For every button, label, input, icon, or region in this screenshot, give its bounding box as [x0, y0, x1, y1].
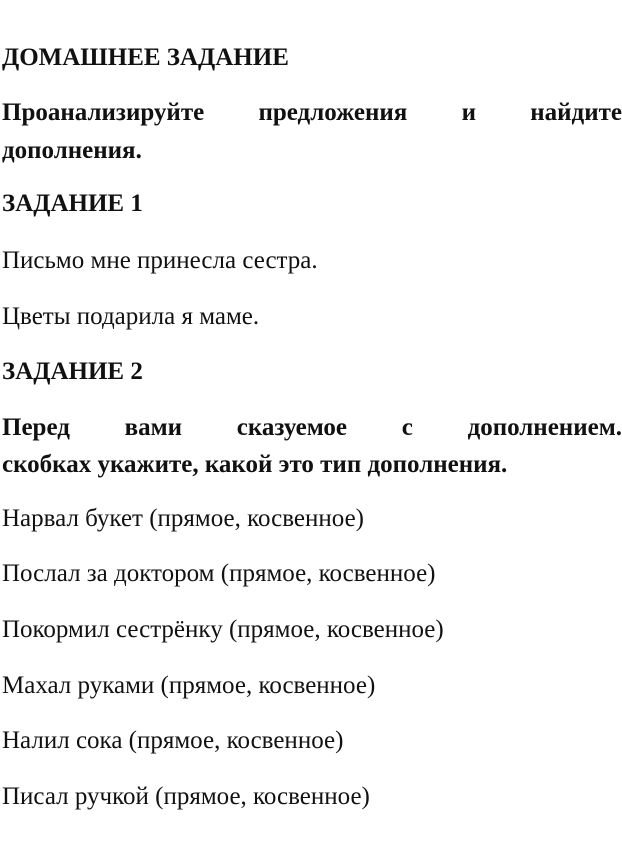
- intro-word: найдите: [530, 99, 622, 126]
- instruction-word: Перед: [2, 414, 70, 441]
- intro-word: Проанализируйте: [2, 99, 205, 126]
- task2-item: Махал руками (прямое, косвенное): [2, 672, 376, 699]
- task2-item: Покормил сестрёнку (прямое, косвенное): [2, 616, 444, 643]
- task1-heading: ЗАДАНИЕ 1: [2, 190, 143, 217]
- task2-instruction-line-1: [2, 413, 622, 443]
- task2-item: Послал за доктором (прямое, косвенное): [2, 560, 436, 587]
- intro-line-2: дополнения.: [2, 137, 142, 164]
- intro-word: предложения: [258, 99, 408, 126]
- task2-instruction-line-2: скобках укажите, какой это тип дополнения.: [2, 451, 508, 478]
- intro-line-1: [2, 98, 622, 128]
- instruction-word: с: [401, 414, 413, 441]
- instruction-word: сказуемое: [236, 414, 348, 441]
- intro-word: и: [461, 99, 476, 126]
- instruction-word: вами: [124, 414, 183, 441]
- task1-sentence: Письмо мне принесла сестра.: [2, 247, 318, 274]
- task2-item: Писал ручкой (прямое, косвенное): [2, 783, 370, 810]
- task2-heading: ЗАДАНИЕ 2: [2, 358, 143, 385]
- task2-item: Нарвал букет (прямое, косвенное): [2, 505, 364, 532]
- instruction-word: дополнением.: [467, 414, 622, 441]
- task1-sentence: Цветы подарила я маме.: [2, 303, 260, 330]
- task2-item: Налил сока (прямое, косвенное): [2, 727, 344, 754]
- page-title: ДОМАШНЕЕ ЗАДАНИЕ: [2, 44, 289, 71]
